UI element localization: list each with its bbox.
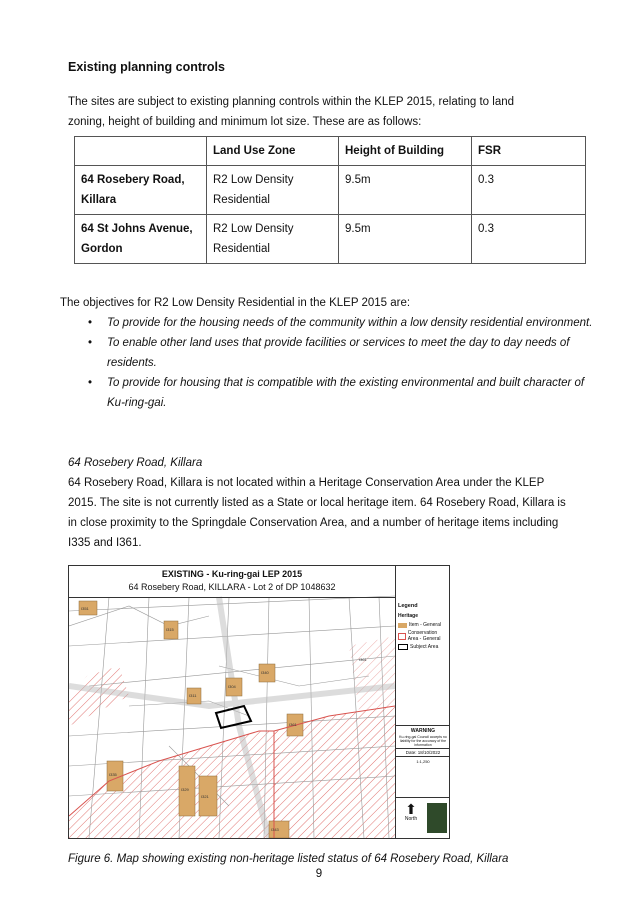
subject-area-outline (216, 706, 251, 728)
north-box (396, 797, 450, 839)
map-label: I340 (261, 670, 269, 675)
figure-caption: Figure 6. Map showing existing non-heritage listed status of 64 Rosebery Road, Killara (68, 853, 509, 865)
conservation-swatch-icon (398, 633, 406, 640)
heritage-swatch-icon (398, 623, 407, 628)
table-header-cell: Height of Building (339, 137, 472, 166)
table-header-cell: FSR (472, 137, 586, 166)
council-logo (427, 803, 447, 833)
heritage-paragraph: 64 Rosebery Road, Killara is not located within a Heritage Conservation Area under the KLEP 2015. The site is not currently listed as a State or local heritage item. 64 Rosebery Road, Killara is in close proximity to the Springdale Conservation Area, and a number of heritage items including I335 and I361. (68, 477, 566, 549)
map-label: I321 (201, 794, 209, 799)
height-cell: 9.5m (339, 166, 472, 215)
section-heading: Existing planning controls (68, 60, 225, 74)
legend-title: Legend (398, 603, 418, 609)
table-header-row (75, 137, 586, 166)
table-header-cell (75, 137, 207, 166)
legend-label: Item - General (409, 622, 441, 628)
table-row (75, 166, 586, 215)
site-cell: 64 St Johns Avenue, Gordon (75, 215, 207, 264)
map-date: Date: 18/10/2022 (396, 748, 450, 757)
map-graphic (69, 566, 449, 838)
map-scale: 1:1,250 (416, 759, 430, 764)
list-item: • To provide for the housing needs of the community within a low density residential environment. (88, 313, 593, 333)
map-label: I329 (181, 787, 189, 792)
map-subtitle: 64 Rosebery Road, KILLARA - Lot 2 of DP 1048632 (128, 582, 336, 592)
fsr-cell: 0.3 (472, 166, 586, 215)
legend-label: Conservation Area - General (407, 630, 441, 642)
fsr-cell: 0.3 (472, 215, 586, 264)
subject-swatch-icon (398, 644, 408, 650)
site-cell: 64 Rosebery Road, Killara (75, 166, 207, 215)
warning-title: WARNING (410, 728, 436, 734)
north-arrow-icon: ⬆ (405, 801, 417, 817)
table-header-cell: Land Use Zone (207, 137, 339, 166)
legend-row (398, 630, 448, 642)
site-subheading: 64 Rosebery Road, Killara (68, 457, 203, 469)
planning-controls-table (74, 136, 586, 264)
table-row (75, 215, 586, 264)
legend-row (398, 622, 448, 628)
legend-label: Subject Area (410, 644, 439, 650)
intro-paragraph: The sites are subject to existing planning controls within the KLEP 2015, relating to land zoning, height of building and minimum lot size. These are as follows: (68, 96, 515, 128)
map-label: I343 (271, 827, 279, 832)
zone-cell: R2 Low Density Residential (207, 215, 339, 264)
map-label: I361 (359, 657, 367, 662)
page-number: 9 (315, 868, 323, 880)
conservation-area-hatch (349, 636, 395, 711)
warning-box (396, 725, 450, 766)
legend-heritage-heading: Heritage (398, 613, 419, 619)
heritage-map-figure (68, 565, 450, 839)
list-item: • To enable other land uses that provide facilities or services to meet the day to day needs of residents. (88, 333, 593, 373)
map-legend (395, 597, 450, 838)
map-label: I304 (228, 684, 236, 689)
objectives-intro: The objectives for R2 Low Density Residential in the KLEP 2015 are: (60, 297, 411, 309)
north-label: North (404, 816, 418, 822)
map-title-box (69, 566, 396, 598)
objectives-list (88, 313, 593, 413)
map-label: I311 (189, 693, 197, 698)
map-title: EXISTING - Ku-ring-gai LEP 2015 (161, 569, 303, 579)
map-label: I351 (81, 606, 89, 611)
north-arrow (400, 802, 422, 822)
map-label: I361 (289, 722, 297, 727)
list-item: • To provide for housing that is compatible with the existing environmental and built character of Ku-ring-gai. (88, 373, 593, 413)
map-label: I335 (109, 772, 117, 777)
height-cell: 9.5m (339, 215, 472, 264)
map-label: I315 (166, 627, 174, 632)
legend-row (398, 644, 448, 650)
zone-cell: R2 Low Density Residential (207, 166, 339, 215)
warning-text: Ku-ring-gai Council accepts no liability for the accuracy of the information (399, 735, 447, 747)
